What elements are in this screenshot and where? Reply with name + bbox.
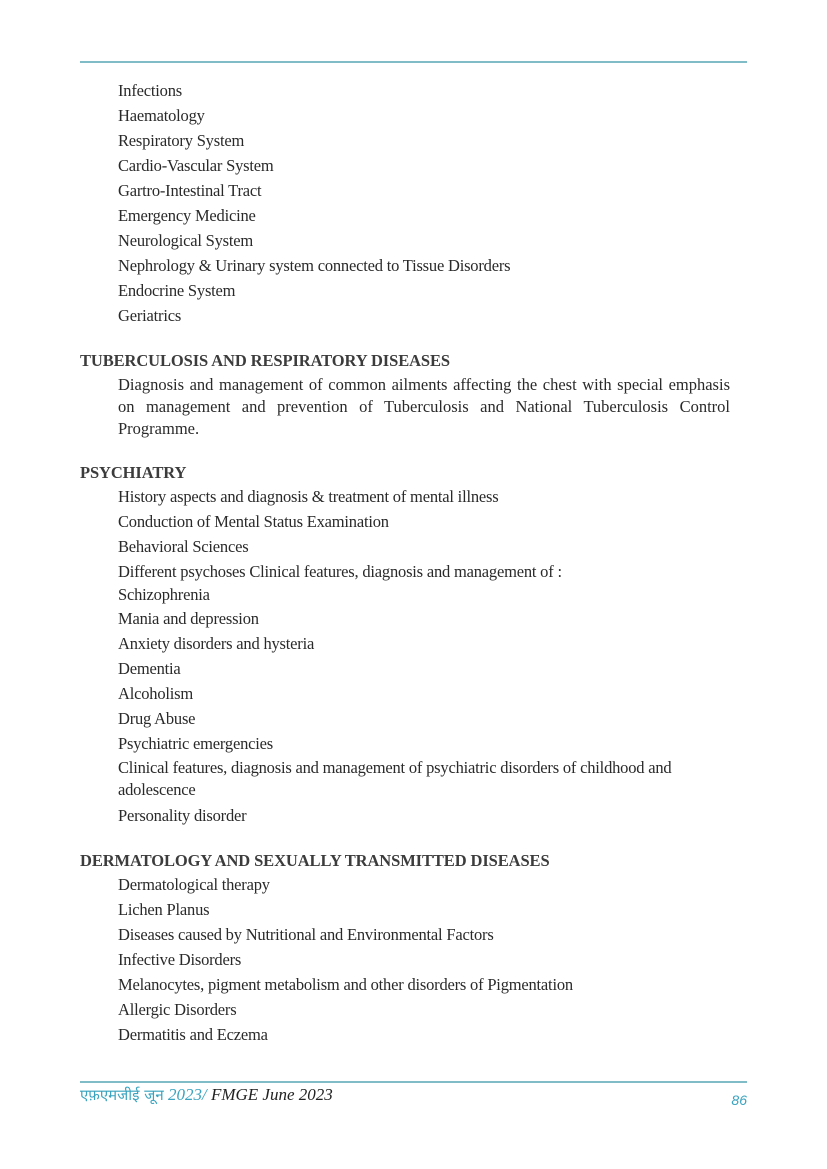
list-item: Lichen Planus	[118, 900, 210, 919]
footer-hindi-text: एफ़एमजीई जून	[80, 1086, 164, 1104]
section-heading: TUBERCULOSIS AND RESPIRATORY DISEASES	[80, 351, 450, 370]
page-number: 86	[731, 1092, 747, 1108]
list-item: Nephrology & Urinary system connected to Tissue Disorders	[118, 256, 511, 275]
list-item: Mania and depression	[118, 609, 259, 628]
list-item: Emergency Medicine	[118, 206, 256, 225]
list-item: Haematology	[118, 106, 205, 125]
page-content	[80, 78, 730, 1047]
section-psychiatry	[80, 462, 730, 828]
list-item: Infections	[118, 81, 182, 100]
list-item: Clinical features, diagnosis and management of psychiatric disorders of childhood and adolescence	[118, 758, 672, 799]
list-item: Diseases caused by Nutritional and Environmental Factors	[118, 925, 494, 944]
list-item: Infective Disorders	[118, 950, 242, 969]
list-item: Geriatrics	[118, 306, 182, 325]
list-item: Dermatological therapy	[118, 875, 270, 894]
intro-list	[80, 78, 730, 328]
list-item: Anxiety disorders and hysteria	[118, 634, 315, 653]
list-item: History aspects and diagnosis & treatment of mental illness	[118, 487, 499, 506]
section-paragraph: Diagnosis and management of common ailments affecting the chest with special emphasis on management and prevention of Tuberculosis and National Tuberculosis Control Programme.	[118, 375, 730, 438]
list-item: Personality disorder	[118, 806, 247, 825]
list-item: Behavioral Sciences	[118, 537, 249, 556]
footer-english-text: FMGE June 2023	[206, 1085, 333, 1104]
section-heading: PSYCHIATRY	[80, 463, 187, 482]
section-dermatology	[80, 850, 730, 1047]
list-item: Conduction of Mental Status Examination	[118, 512, 389, 531]
list-item: Psychiatric emergencies	[118, 734, 273, 753]
list-item: Gartro-Intestinal Tract	[118, 181, 262, 200]
list-item: Cardio-Vascular System	[118, 156, 274, 175]
list-item: Melanocytes, pigment metabolism and other disorders of Pigmentation	[118, 975, 573, 994]
section-tuberculosis	[80, 350, 730, 440]
list-item: Alcoholism	[118, 684, 193, 703]
list-item: Dermatitis and Eczema	[118, 1025, 268, 1044]
list-item: Dementia	[118, 659, 181, 678]
footer-rule	[80, 1081, 747, 1083]
list-item: Neurological System	[118, 231, 254, 250]
list-item: Different psychoses Clinical features, diagnosis and management of :	[118, 562, 562, 581]
footer-hindi-year: 2023/	[163, 1085, 207, 1104]
footer-title	[80, 1085, 333, 1105]
list-item: Schizophrenia	[118, 585, 210, 604]
list-item: Drug Abuse	[118, 709, 196, 728]
list-item: Respiratory System	[118, 131, 245, 150]
list-item: Allergic Disorders	[118, 1000, 237, 1019]
header-rule	[80, 61, 747, 63]
section-heading: DERMATOLOGY AND SEXUALLY TRANSMITTED DISEASES	[80, 851, 550, 870]
list-item: Endocrine System	[118, 281, 236, 300]
